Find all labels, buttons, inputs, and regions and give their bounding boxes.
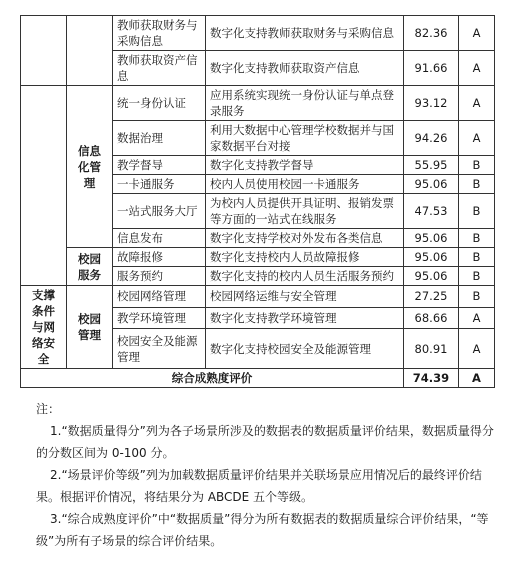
quality-score: 80.91 <box>404 329 459 369</box>
evaluation-table <box>20 15 495 388</box>
quality-score: 95.06 <box>404 175 459 194</box>
grade: A <box>459 51 495 86</box>
grade: A <box>459 16 495 51</box>
total-label: 综合成熟度评价 <box>21 369 404 388</box>
quality-score: 95.06 <box>404 248 459 267</box>
group-cell <box>67 16 113 86</box>
scenario-desc: 数字化支持的校内人员生活服务预约 <box>206 267 404 286</box>
group-label: 信息化管理 <box>78 143 101 190</box>
group-label: 校园管理 <box>78 312 101 342</box>
scenario-name: 教学环境管理 <box>113 307 206 329</box>
notes-title: 注： <box>36 402 61 416</box>
quality-score: 55.95 <box>404 156 459 175</box>
scenario-desc: 利用大数据中心管理学校数据并与国家数据平台对接 <box>206 121 404 156</box>
scenario-desc: 数字化支持教师获取财务与采购信息 <box>206 16 404 51</box>
group-xiaoyuan <box>67 248 113 286</box>
grade: A <box>459 86 495 121</box>
grade: B <box>459 229 495 248</box>
quality-score: 95.06 <box>404 229 459 248</box>
scenario-desc: 数字化支持教学环境管理 <box>206 307 404 329</box>
scenario-desc: 数字化支持校园安全及能源管理 <box>206 329 404 369</box>
scenario-desc: 数字化支持教学督导 <box>206 156 404 175</box>
notes-section <box>36 398 496 552</box>
quality-score: 91.66 <box>404 51 459 86</box>
scenario-name: 数据治理 <box>113 121 206 156</box>
scenario-name: 校园网络管理 <box>113 286 206 308</box>
grade: B <box>459 175 495 194</box>
grade: A <box>459 307 495 329</box>
quality-score: 27.25 <box>404 286 459 308</box>
grade: A <box>459 329 495 369</box>
total-score: 74.39 <box>404 369 459 388</box>
grade: B <box>459 156 495 175</box>
grade: A <box>459 121 495 156</box>
group-xinxihua <box>67 86 113 248</box>
quality-score: 47.53 <box>404 194 459 229</box>
scenario-name: 教师获取财务与采购信息 <box>113 16 206 51</box>
scenario-name: 校园安全及能源管理 <box>113 329 206 369</box>
category-zhicheng <box>21 286 67 369</box>
scenario-desc: 为校内人员提供开具证明、报销发票等方面的一站式在线服务 <box>206 194 404 229</box>
table-row <box>21 248 495 267</box>
quality-score: 68.66 <box>404 307 459 329</box>
note-item: 1.“数据质量得分”列为各子场景所涉及的数据表的数据质量评价结果，数据质量得分的分数区间为 0-100 分。 <box>36 424 494 460</box>
grade: B <box>459 267 495 286</box>
total-row <box>21 369 495 388</box>
note-item: 2.“场景评价等级”列为加载数据质量评价结果并关联场景应用情况后的最终评价结果。根据评价情况，将结果分为 ABCDE 五个等级。 <box>36 468 482 504</box>
scenario-name: 服务预约 <box>113 267 206 286</box>
scenario-desc: 应用系统实现统一身份认证与单点登录服务 <box>206 86 404 121</box>
scenario-name: 一卡通服务 <box>113 175 206 194</box>
quality-score: 93.12 <box>404 86 459 121</box>
table-row <box>21 86 495 121</box>
quality-score: 94.26 <box>404 121 459 156</box>
group-label: 校园服务 <box>78 251 101 282</box>
table-row <box>21 286 495 308</box>
scenario-name: 故障报修 <box>113 248 206 267</box>
category-cell <box>21 86 67 286</box>
category-label: 支撑条件与网络安全 <box>32 288 55 366</box>
note-item: 3.“综合成熟度评价”中“数据质量”得分为所有数据表的数据质量综合评价结果，“等级”为所有子场景的综合评价结果。 <box>36 512 489 548</box>
group-xiaoyuan-guanli <box>67 286 113 369</box>
grade: B <box>459 194 495 229</box>
scenario-desc: 数字化支持校内人员故障报修 <box>206 248 404 267</box>
total-grade: A <box>459 369 495 388</box>
category-cell <box>21 16 67 86</box>
grade: B <box>459 286 495 308</box>
quality-score: 82.36 <box>404 16 459 51</box>
scenario-name: 教学督导 <box>113 156 206 175</box>
scenario-name: 信息发布 <box>113 229 206 248</box>
scenario-name: 统一身份认证 <box>113 86 206 121</box>
quality-score: 95.06 <box>404 267 459 286</box>
scenario-desc: 校园网络运维与安全管理 <box>206 286 404 308</box>
scenario-desc: 数字化支持学校对外发布各类信息 <box>206 229 404 248</box>
scenario-desc: 校内人员使用校园一卡通服务 <box>206 175 404 194</box>
grade: B <box>459 248 495 267</box>
scenario-name: 教师获取资产信息 <box>113 51 206 86</box>
table-row <box>21 16 495 51</box>
scenario-name: 一站式服务大厅 <box>113 194 206 229</box>
scenario-desc: 数字化支持教师获取资产信息 <box>206 51 404 86</box>
